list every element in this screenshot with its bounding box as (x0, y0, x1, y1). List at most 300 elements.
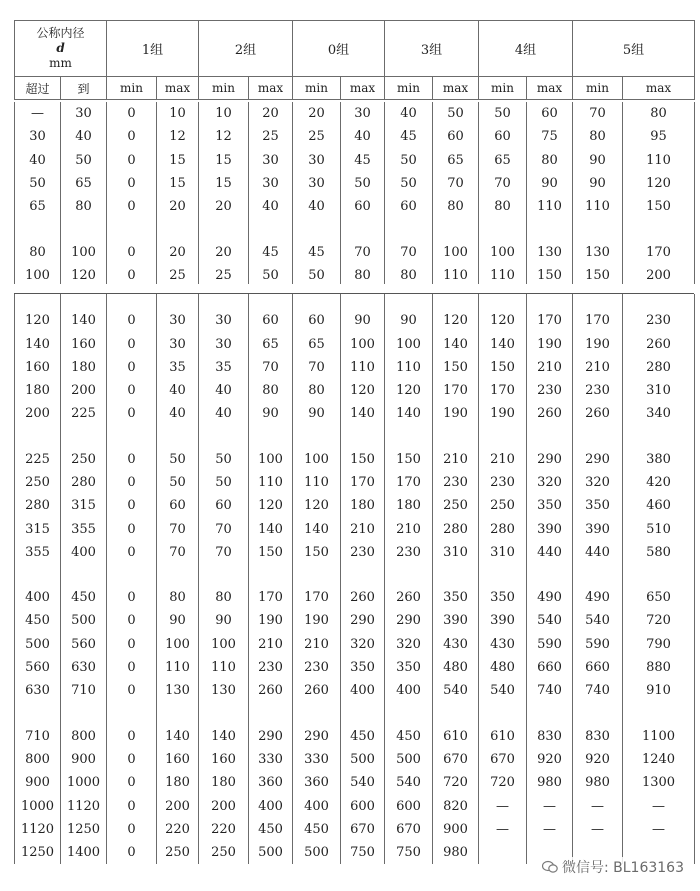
table-cell: 500 (385, 748, 433, 771)
table-cell: 540 (527, 609, 573, 632)
table-cell: 180 (15, 379, 61, 402)
table-cell: 290 (293, 725, 341, 748)
table-cell: 150 (479, 356, 527, 379)
table-cell: 140 (157, 725, 199, 748)
table-cell: 60 (479, 125, 527, 148)
table-cell: 450 (341, 725, 385, 748)
table-cell: 25 (199, 264, 249, 287)
spacer-cell (385, 426, 433, 448)
table-cell: 740 (573, 679, 623, 702)
table-cell: 50 (341, 172, 385, 195)
table-cell: 0 (107, 356, 157, 379)
table-cell: 250 (61, 448, 107, 471)
table-cell: 320 (341, 633, 385, 656)
table-cell: 510 (623, 517, 695, 540)
sub-header-cell: 到 (61, 77, 107, 100)
page-tear-divider (0, 284, 700, 294)
spacer-cell (433, 703, 479, 725)
table-cell: 150 (385, 448, 433, 471)
table-cell: 280 (15, 494, 61, 517)
table-cell: 180 (157, 771, 199, 794)
table-cell: 190 (573, 332, 623, 355)
table-cell: 980 (433, 841, 479, 864)
table-cell: 250 (157, 841, 199, 864)
table-cell: 100 (157, 633, 199, 656)
table-cell: 70 (199, 541, 249, 564)
table-cell: 830 (527, 725, 573, 748)
table-cell: 50 (61, 149, 107, 172)
table-cell: 490 (527, 586, 573, 609)
table-cell: 220 (199, 818, 249, 841)
spacer-cell (623, 426, 695, 448)
table-cell: 390 (573, 517, 623, 540)
table-cell: 30 (199, 332, 249, 355)
table-cell: 170 (293, 586, 341, 609)
table-cell: 480 (433, 656, 479, 679)
table-cell: 140 (15, 332, 61, 355)
table-cell: 315 (61, 494, 107, 517)
watermark-text: 微信号: BL163163 (561, 860, 684, 876)
spacer-cell (573, 218, 623, 240)
table-cell: 50 (157, 471, 199, 494)
table-row (15, 102, 695, 125)
table-cell: 230 (527, 379, 573, 402)
table-cell: 0 (107, 102, 157, 125)
sub-header-cell: min (199, 77, 249, 100)
table-cell: 210 (293, 633, 341, 656)
table-cell: 225 (61, 402, 107, 425)
table-cell: 20 (157, 240, 199, 263)
table-cell: 0 (107, 379, 157, 402)
table-cell: 50 (293, 264, 341, 287)
table-cell: 1000 (61, 771, 107, 794)
table-cell: 20 (199, 195, 249, 218)
table-cell: 250 (199, 841, 249, 864)
spacer-cell (341, 564, 385, 586)
table-cell: 500 (341, 748, 385, 771)
table-cell: 0 (107, 818, 157, 841)
table-cell: 40 (341, 125, 385, 148)
table-cell: 100 (341, 332, 385, 355)
table-cell: 260 (573, 402, 623, 425)
spacer-cell (249, 218, 293, 240)
table-cell: 1300 (623, 771, 695, 794)
table-cell: 170 (527, 309, 573, 332)
table-cell: 200 (61, 379, 107, 402)
spacer-cell (341, 218, 385, 240)
table-cell: 350 (573, 494, 623, 517)
spacer-cell (157, 218, 199, 240)
table-cell: 400 (249, 794, 293, 817)
table-cell: 190 (249, 609, 293, 632)
table-cell: 310 (479, 541, 527, 564)
table-cell: 100 (249, 448, 293, 471)
group-header: 4组 (479, 21, 573, 77)
table-cell: 200 (15, 402, 61, 425)
table-cell: 1100 (623, 725, 695, 748)
table-cell: 30 (293, 172, 341, 195)
table-cell: 80 (385, 264, 433, 287)
table-cell: 30 (199, 309, 249, 332)
table-cell: 90 (341, 309, 385, 332)
table-cell: 40 (61, 125, 107, 148)
spacer-cell (479, 426, 527, 448)
table-cell: — (479, 794, 527, 817)
table-cell: 800 (15, 748, 61, 771)
table-cell: 830 (573, 725, 623, 748)
table-cell: 200 (199, 794, 249, 817)
table-cell: 1000 (15, 794, 61, 817)
table-cell: 20 (157, 195, 199, 218)
table-cell: 750 (341, 841, 385, 864)
table-cell: 120 (15, 309, 61, 332)
table-cell: 60 (157, 494, 199, 517)
table-cell: 980 (527, 771, 573, 794)
table-cell: 800 (61, 725, 107, 748)
table-cell: — (573, 794, 623, 817)
table-cell: 70 (249, 356, 293, 379)
table-cell: 30 (249, 172, 293, 195)
table-cell: 70 (573, 102, 623, 125)
table-cell: 80 (199, 586, 249, 609)
spacer-cell (623, 703, 695, 725)
table-cell: 110 (573, 195, 623, 218)
table-cell: 500 (61, 609, 107, 632)
table-cell: 0 (107, 125, 157, 148)
table-cell: 120 (385, 379, 433, 402)
table-cell: — (573, 818, 623, 841)
table-cell: 210 (341, 517, 385, 540)
table-row (15, 679, 695, 702)
table-cell: 170 (573, 309, 623, 332)
table-row (15, 309, 695, 332)
table-cell: 35 (199, 356, 249, 379)
table-cell: 110 (249, 471, 293, 494)
table-cell: 250 (433, 494, 479, 517)
table-cell: 225 (15, 448, 61, 471)
table-cell: 25 (249, 125, 293, 148)
sub-header-cell: max (157, 77, 199, 100)
spacer-cell (479, 703, 527, 725)
table-cell: 250 (479, 494, 527, 517)
table-cell: 220 (157, 818, 199, 841)
spacer-cell (107, 564, 157, 586)
table-row (15, 541, 695, 564)
table-cell: 50 (199, 448, 249, 471)
table-cell: 90 (573, 172, 623, 195)
group-header: 2组 (199, 21, 293, 77)
table-cell: 15 (157, 172, 199, 195)
table-cell: 320 (385, 633, 433, 656)
table-cell: 40 (385, 102, 433, 125)
table-cell: 250 (15, 471, 61, 494)
block-spacer-row (15, 426, 695, 448)
table-row (15, 149, 695, 172)
table-cell: 0 (107, 771, 157, 794)
table-cell: 500 (15, 633, 61, 656)
table-cell: 560 (61, 633, 107, 656)
table-cell: 170 (341, 471, 385, 494)
spacer-cell (433, 218, 479, 240)
table-cell: 660 (573, 656, 623, 679)
table-cell: 320 (573, 471, 623, 494)
table-cell: 600 (385, 794, 433, 817)
table-cell: 20 (293, 102, 341, 125)
spacer-cell (573, 703, 623, 725)
table-row (15, 494, 695, 517)
table-cell: 210 (249, 633, 293, 656)
table-cell: 790 (623, 633, 695, 656)
table-cell: 900 (433, 818, 479, 841)
spacer-cell (199, 218, 249, 240)
table-cell: 500 (293, 841, 341, 864)
table-row (15, 656, 695, 679)
table-cell: 10 (199, 102, 249, 125)
sub-header-cell: min (385, 77, 433, 100)
table-cell: 330 (293, 748, 341, 771)
table-cell: 290 (341, 609, 385, 632)
spacer-cell (293, 426, 341, 448)
spacer-cell (293, 703, 341, 725)
table-cell: 200 (157, 794, 199, 817)
table-row (15, 794, 695, 817)
table-cell: 340 (623, 402, 695, 425)
spacer-cell (199, 564, 249, 586)
spacer-cell (157, 564, 199, 586)
table-cell: 290 (385, 609, 433, 632)
table-header (14, 20, 695, 100)
table-cell: 50 (433, 102, 479, 125)
table-cell: 210 (527, 356, 573, 379)
table-cell: 0 (107, 586, 157, 609)
table-cell: 140 (61, 309, 107, 332)
table-cell: 230 (573, 379, 623, 402)
table-cell: 80 (573, 125, 623, 148)
table-cell: 660 (527, 656, 573, 679)
table-cell: 460 (623, 494, 695, 517)
table-cell: 670 (433, 748, 479, 771)
table-cell: 450 (385, 725, 433, 748)
table-cell: 120 (433, 309, 479, 332)
spacer-cell (573, 564, 623, 586)
table-cell: 80 (293, 379, 341, 402)
table-cell: 750 (385, 841, 433, 864)
table-cell: 60 (527, 102, 573, 125)
table-row (15, 517, 695, 540)
table-cell: 110 (341, 356, 385, 379)
table-cell: 0 (107, 471, 157, 494)
chat-bubble-icon (542, 860, 558, 874)
spacer-cell (249, 426, 293, 448)
spacer-cell (479, 564, 527, 586)
table-cell: 590 (527, 633, 573, 656)
table-cell: 60 (385, 195, 433, 218)
table-cell: 90 (573, 149, 623, 172)
table-cell: 600 (341, 794, 385, 817)
spacer-cell (107, 703, 157, 725)
table-cell: 25 (293, 125, 341, 148)
table-cell: 670 (385, 818, 433, 841)
table-cell: 50 (249, 264, 293, 287)
table-cell: 90 (199, 609, 249, 632)
spacer-cell (61, 564, 107, 586)
table-cell: 430 (479, 633, 527, 656)
sub-header-cell: min (573, 77, 623, 100)
table-cell: 900 (15, 771, 61, 794)
table-row (15, 195, 695, 218)
table-cell: 15 (199, 149, 249, 172)
table-cell: 630 (15, 679, 61, 702)
spacer-cell (15, 426, 61, 448)
table-cell: 190 (293, 609, 341, 632)
table-cell: 540 (385, 771, 433, 794)
table-cell: 65 (479, 149, 527, 172)
table-cell: 210 (573, 356, 623, 379)
table-cell: 65 (293, 332, 341, 355)
group-header: 5组 (573, 21, 695, 77)
spacer-cell (199, 703, 249, 725)
table-cell: 290 (249, 725, 293, 748)
table-cell: 310 (433, 541, 479, 564)
table-cell: 230 (623, 309, 695, 332)
spacer-cell (623, 564, 695, 586)
spacer-cell (157, 426, 199, 448)
table-row (15, 240, 695, 263)
spacer-cell (199, 426, 249, 448)
table-cell: 30 (61, 102, 107, 125)
table-cell: 590 (573, 633, 623, 656)
block-spacer-row (15, 564, 695, 586)
table-cell: 820 (433, 794, 479, 817)
table-cell: 190 (479, 402, 527, 425)
table-cell: 350 (385, 656, 433, 679)
table-cell: 400 (61, 541, 107, 564)
table-cell: 400 (341, 679, 385, 702)
table-cell: 320 (527, 471, 573, 494)
table-cell: — (623, 794, 695, 817)
table-cell: 280 (433, 517, 479, 540)
table-cell: 260 (249, 679, 293, 702)
table-cell: 440 (573, 541, 623, 564)
watermark (540, 857, 686, 877)
table-cell: 25 (157, 264, 199, 287)
table-cell: 90 (249, 402, 293, 425)
table-row (15, 609, 695, 632)
table-cell: 230 (293, 656, 341, 679)
table-row (15, 471, 695, 494)
spacer-cell (157, 703, 199, 725)
spacer-cell (15, 218, 61, 240)
table-cell: 140 (433, 332, 479, 355)
table-cell: 80 (479, 195, 527, 218)
table-cell: 330 (249, 748, 293, 771)
table-cell: 1120 (15, 818, 61, 841)
table-cell: 440 (527, 541, 573, 564)
table-cell: 140 (293, 517, 341, 540)
spacer-cell (61, 703, 107, 725)
table-cell: — (623, 818, 695, 841)
table-row (15, 356, 695, 379)
table-row (15, 125, 695, 148)
table-cell: — (527, 818, 573, 841)
table-cell: 60 (433, 125, 479, 148)
table-cell: 540 (573, 609, 623, 632)
table-cell: 920 (573, 748, 623, 771)
table-cell: 50 (479, 102, 527, 125)
table-cell: 0 (107, 332, 157, 355)
table-cell: 10 (157, 102, 199, 125)
table-cell: 110 (157, 656, 199, 679)
table-cell: 100 (199, 633, 249, 656)
table-row (15, 379, 695, 402)
table-cell: 180 (385, 494, 433, 517)
table-cell: 50 (15, 172, 61, 195)
table-cell: 80 (623, 102, 695, 125)
table-cell: 40 (15, 149, 61, 172)
table-row (15, 402, 695, 425)
table-cell: 170 (479, 379, 527, 402)
table-cell: 60 (341, 195, 385, 218)
table-cell: 65 (433, 149, 479, 172)
sub-header-cell: max (341, 77, 385, 100)
table-cell: 30 (157, 332, 199, 355)
spacer-cell (61, 426, 107, 448)
table-cell: 110 (199, 656, 249, 679)
table-cell: 50 (157, 448, 199, 471)
table-cell: 20 (249, 102, 293, 125)
table-cell: 60 (199, 494, 249, 517)
spacer-cell (61, 218, 107, 240)
table-cell: 90 (527, 172, 573, 195)
table-row (15, 448, 695, 471)
spacer-cell (293, 218, 341, 240)
table-cell: 0 (107, 841, 157, 864)
group-header: 3组 (385, 21, 479, 77)
table-cell: 450 (293, 818, 341, 841)
table-cell: 0 (107, 656, 157, 679)
table-cell: 650 (623, 586, 695, 609)
table-cell: 0 (107, 264, 157, 287)
spacer-cell (433, 564, 479, 586)
spacer-cell (385, 703, 433, 725)
table-cell: 40 (157, 379, 199, 402)
spacer-cell (107, 426, 157, 448)
table-cell: 140 (249, 517, 293, 540)
table-cell: 80 (341, 264, 385, 287)
table-cell: 980 (573, 771, 623, 794)
table-cell: 670 (341, 818, 385, 841)
table-cell: 30 (293, 149, 341, 172)
table-cell: 400 (293, 794, 341, 817)
table-cell: 360 (249, 771, 293, 794)
table-cell: 80 (15, 240, 61, 263)
table-cell: 350 (527, 494, 573, 517)
table-cell: 190 (433, 402, 479, 425)
table-cell: 0 (107, 149, 157, 172)
table-cell: 400 (15, 586, 61, 609)
table-cell: 490 (573, 586, 623, 609)
table-cell: 710 (15, 725, 61, 748)
spacer-cell (623, 218, 695, 240)
block-spacer-row (15, 218, 695, 240)
table-cell: 15 (199, 172, 249, 195)
sub-header-cell: max (433, 77, 479, 100)
table-cell: 140 (385, 402, 433, 425)
table-cell: 260 (293, 679, 341, 702)
table-cell: 110 (623, 149, 695, 172)
table-cell: 150 (527, 264, 573, 287)
table-cell: 110 (479, 264, 527, 287)
